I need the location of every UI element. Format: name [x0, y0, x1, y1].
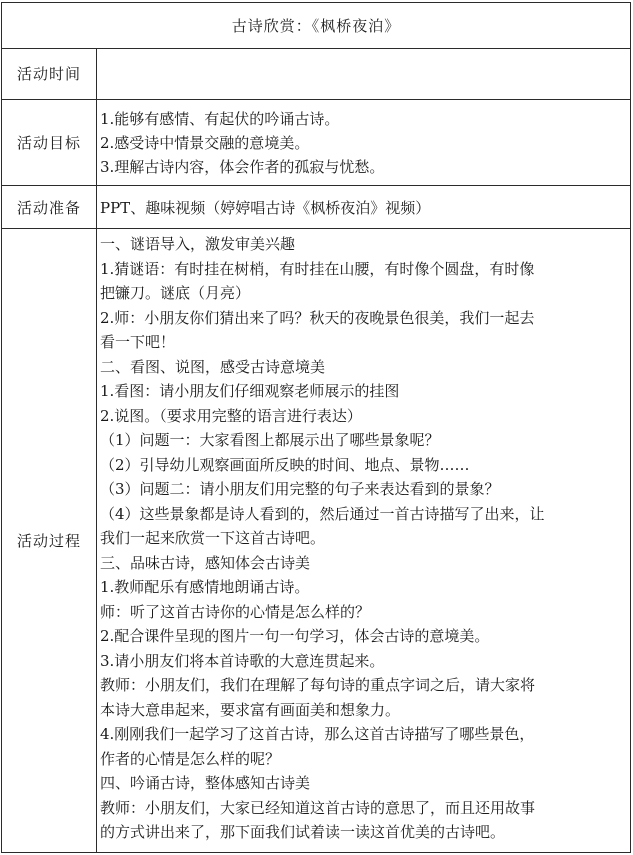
row-activity-time — [2, 48, 630, 100]
prep-text: PPT、趣味视频（婷婷唱古诗《枫桥夜泊》视频） — [100, 198, 431, 217]
process-heading: 一、谜语导入，激发审美兴趣 — [100, 235, 296, 253]
process-heading: 二、看图、说图，感受古诗意境美 — [100, 357, 326, 376]
label-activity-prep: 活动准备 — [2, 186, 97, 228]
table-title: 古诗欣赏：《枫桥夜泊》 — [2, 3, 630, 49]
process-line: 2.师：小朋友你们猜出来了吗？秋天的夜晚景色很美，我们一起去 — [100, 308, 535, 327]
row-activity-prep — [2, 186, 630, 229]
process-heading: 三、品味古诗，感知体会古诗美 — [100, 553, 311, 572]
goal-item: 3.理解古诗内容，体会作者的孤寂与忧愁。 — [100, 158, 385, 176]
process-line: 教师：小朋友们，大家已经知道这首古诗的意思了，而且还用故事 — [100, 798, 536, 817]
process-line: （2）引导幼儿观察画面所反映的时间、地点、景物…… — [100, 455, 470, 474]
process-line: 把镰刀。谜底（月亮） — [100, 284, 251, 302]
process-line: 我们一起来欣赏一下这首古诗吧。 — [100, 529, 326, 547]
row-activity-process — [2, 229, 630, 852]
process-line: 本诗大意串起来，要求富有画面美和想象力。 — [100, 700, 401, 719]
row-activity-goals — [2, 100, 630, 186]
process-line: 3.请小朋友们将本首诗歌的大意连贯起来。 — [100, 651, 385, 670]
process-line: （3）问题二：请小朋友们用完整的句子来表达看到的景象？ — [100, 480, 500, 498]
process-line: 2.配合课件呈现的图片一句一句学习，体会古诗的意境美。 — [100, 627, 490, 645]
process-line: 教师：小朋友们，我们在理解了每句诗的重点字词之后，请大家将 — [100, 676, 536, 694]
process-line: 师：听了这首古诗你的心情是怎么样的？ — [100, 602, 371, 621]
process-heading: 四、吟诵古诗，整体感知古诗美 — [100, 774, 311, 792]
process-line: 作者的心情是怎么样的呢？ — [100, 749, 281, 768]
process-line: 的方式讲出来了，那下面我们试着读一读这首优美的古诗吧。 — [100, 823, 506, 841]
process-line: （1）问题一：大家看图上都展示出了哪些景象呢？ — [100, 431, 440, 449]
label-activity-process: 活动过程 — [2, 229, 97, 852]
label-activity-goals: 活动目标 — [2, 100, 97, 185]
process-line: 1.教师配乐有感情地朗诵古诗。 — [100, 578, 310, 596]
process-line: 4.刚刚我们一起学习了这首古诗，那么这首古诗描写了哪些景色， — [100, 725, 535, 743]
process-line: 1.猜谜语：有时挂在树梢，有时挂在山腰，有时像个圆盘，有时像 — [100, 259, 535, 278]
label-activity-time: 活动时间 — [2, 48, 97, 99]
process-line: 2.说图。（要求用完整的语言进行表达） — [100, 406, 362, 425]
lesson-plan-table — [1, 2, 631, 853]
process-line: 1.看图：请小朋友们仔细观察老师展示的挂图 — [100, 382, 400, 400]
process-line: （4）这些景象都是诗人看到的，然后通过一首古诗描写了出来，让 — [100, 504, 545, 523]
process-line: 看一下吧！ — [100, 333, 176, 351]
goals-list — [98, 100, 630, 185]
goal-item: 1.能够有感情、有起伏的吟诵古诗。 — [100, 110, 340, 128]
process-list — [98, 229, 630, 852]
prep-cell — [98, 186, 630, 228]
goal-item: 2.感受诗中情景交融的意境美。 — [100, 134, 310, 152]
value-activity-time — [98, 48, 630, 99]
